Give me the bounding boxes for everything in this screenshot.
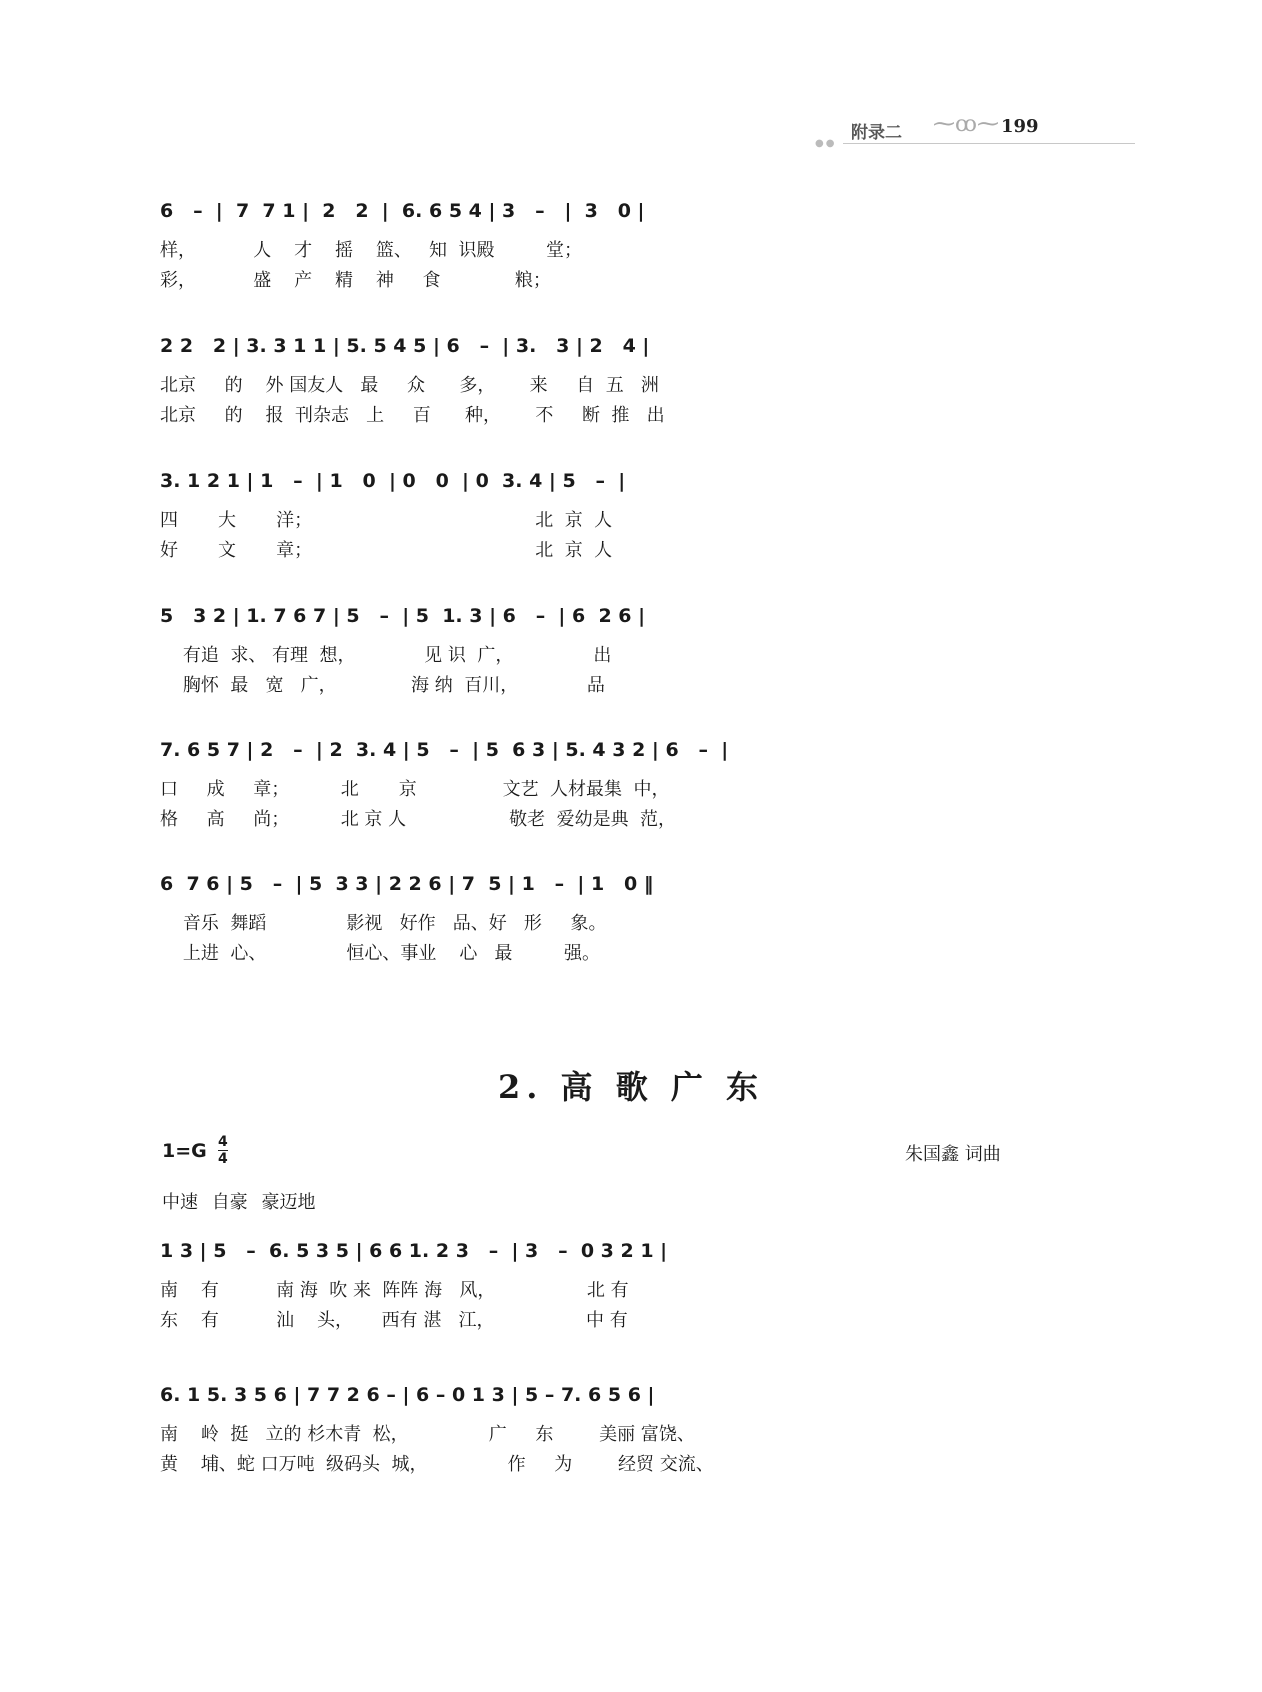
header-rule — [843, 143, 1135, 144]
lyric-line-1: 南 有 南 海 吹 来 阵阵 海 风， 北 有 — [160, 1280, 629, 1301]
lyric-line-1: 北京 的 外 国友人 最 众 多， 来 自 五 洲 — [160, 375, 659, 396]
tempo-marking: 中速 自豪 豪迈地 — [162, 1192, 316, 1213]
notation-line: 7. 6 5 7 | 2 – | 2 3. 4 | 5 – | 5 6 3 | 5. 4 3 2 | 6 – | — [160, 739, 729, 761]
lyric-line-1: 口 成 章； 北 京 文艺 人材最集 中， — [160, 779, 670, 800]
time-signature-top: 4 — [218, 1134, 228, 1150]
lyric-line-1: 样， 人 才 摇 篮、 知 识殿 堂； — [160, 240, 582, 261]
score-system-2 — [160, 323, 1032, 433]
lyric-line-2: 彩， 盛 产 精 神 食 粮； — [160, 270, 551, 291]
lyric-line-2: 胸怀 最 宽 广， 海 纳 百川， 品 — [160, 675, 605, 696]
notation-line: 6. 1 5. 3 5 6 | 7 7 2 6 – | 6 – 0 1 3 | 5 – 7. 6 5 6 | — [160, 1384, 655, 1406]
notation-line: 6 – | 7 7 1 | 2 2 | 6. 6 5 4 | 3 – | 3 0 | — [160, 200, 645, 222]
lyric-line-1: 四 大 洋； 北 京 人 — [160, 510, 613, 531]
lyric-line-1: 有追 求、 有理 想， 见 识 广， 出 — [160, 645, 612, 666]
key-signature: 1=G — [162, 1140, 207, 1162]
author-credit: 朱国鑫 词曲 — [905, 1144, 1001, 1165]
section-label: 附录二 — [851, 123, 902, 143]
lyric-line-2: 北京 的 报 刊杂志 上 百 种， 不 断 推 出 — [160, 405, 665, 426]
score-system-5 — [160, 727, 1032, 837]
notation-line: 3. 1 2 1 | 1 – | 1 0 | 0 0 | 0 3. 4 | 5 – | — [160, 470, 626, 492]
page-number: 199 — [1001, 116, 1039, 137]
score-system-8 — [160, 1372, 1032, 1482]
lyric-line-2: 格 高 尚； 北 京 人 敬老 爱幼是典 范， — [160, 809, 677, 830]
lyric-line-2: 东 有 汕 头， 西有 湛 江， 中 有 — [160, 1310, 628, 1331]
time-signature — [218, 1134, 228, 1167]
notation-line: 2 2 2 | 3. 3 1 1 | 5. 5 4 5 | 6 – | 3. 3 | 2 4 | — [160, 335, 650, 357]
lyric-line-1: 音乐 舞蹈 影视 好作 品、好 形 象。 — [160, 913, 607, 934]
lyric-line-1: 南 岭 挺 立的 杉木青 松， 广 东 美丽 富饶、 — [160, 1424, 695, 1445]
score-system-3 — [160, 458, 1032, 568]
notation-line: 1 3 | 5 – 6. 5 3 5 | 6 6 1. 2 3 – | 3 – 0 3 2 1 | — [160, 1240, 668, 1262]
ribbon-ornament-icon: ⁓ꝏ⁓ — [933, 112, 999, 137]
song-title: 2. 高 歌 广 东 — [498, 1068, 764, 1106]
page-header — [815, 112, 1135, 149]
score-system-7 — [160, 1228, 1032, 1338]
notation-line: 6 7 6 | 5 – | 5 3 3 | 2 2 6 | 7 5 | 1 – | 1 0 ‖ — [160, 873, 654, 895]
lyric-line-2: 黄 埔、蛇 口万吨 级码头 城， 作 为 经贸 交流、 — [160, 1454, 714, 1475]
lyric-line-2: 好 文 章； 北 京 人 — [160, 540, 613, 561]
score-system-6 — [160, 861, 1032, 971]
score-system-1 — [160, 188, 1032, 298]
lyric-line-2: 上进 心、 恒心、事业 心 最 强。 — [160, 943, 600, 964]
score-system-4 — [160, 593, 1032, 703]
notation-line: 5 3 2 | 1. 7 6 7 | 5 – | 5 1. 3 | 6 – | 6 2 6 | — [160, 605, 646, 627]
time-signature-bottom: 4 — [218, 1151, 228, 1167]
ornament-dots: ●● — [815, 138, 837, 149]
